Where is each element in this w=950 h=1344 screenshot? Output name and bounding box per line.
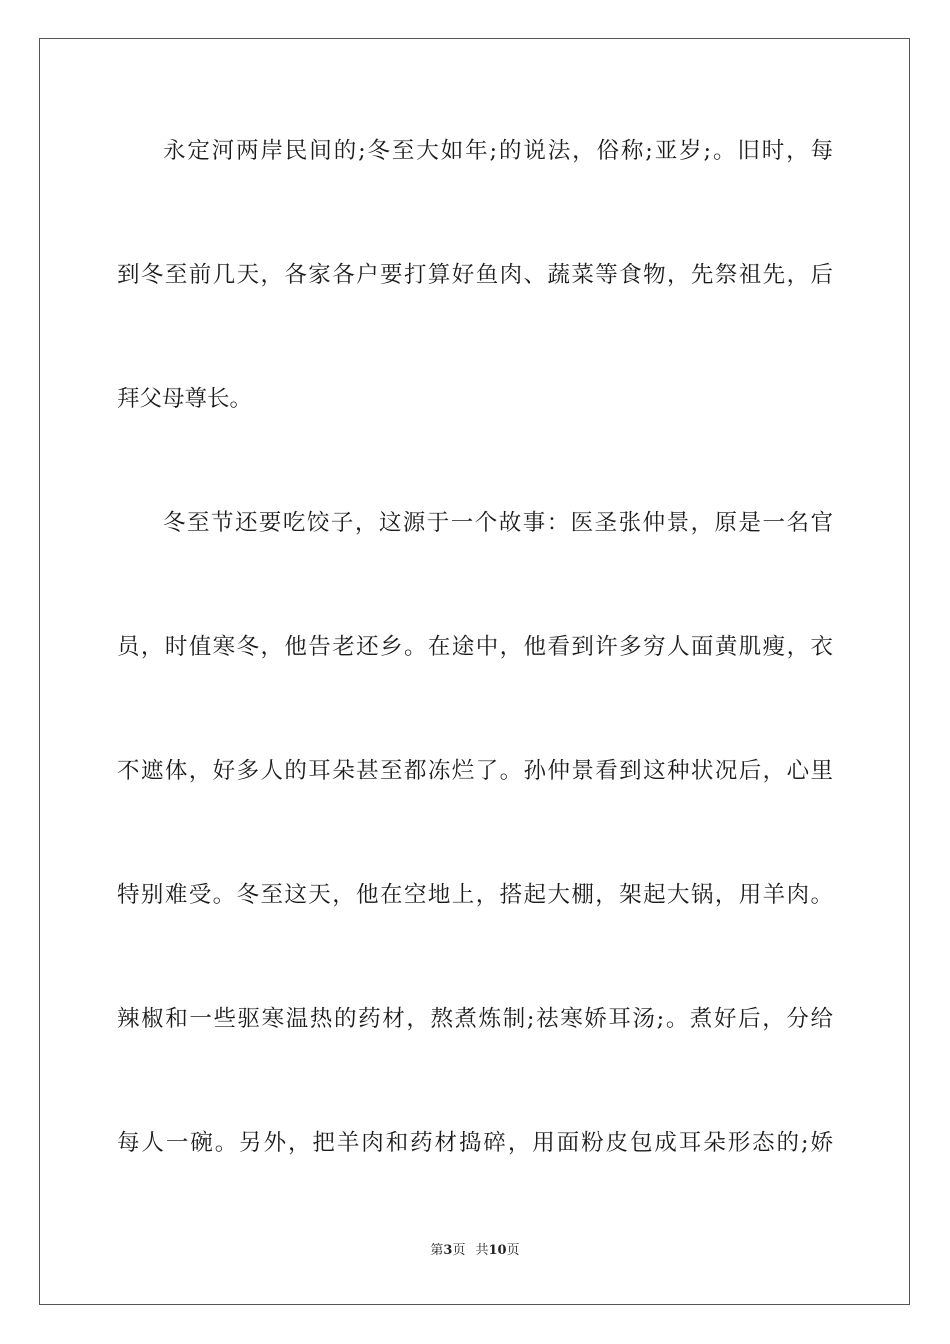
page-prefix: 第 [430,1243,444,1258]
text-line: 员，时值寒冬，他告老还乡。在途中，他看到许多穷人面黄肌瘦，衣 [117,634,833,660]
text-line: 特别难受。冬至这天，他在空地上，搭起大棚，架起大锅，用羊肉。 [117,882,833,908]
page-footer [0,1243,950,1259]
total-suffix: 页 [506,1243,520,1258]
total-prefix: 共 [475,1243,489,1258]
text-line: 到冬至前几天，各家各户要打算好鱼肉、蔬菜等食物，先祭祖先，后 [117,262,833,288]
page-border [39,38,910,1305]
text-line: 辣椒和一些驱寒温热的药材，熬煮炼制;祛寒娇耳汤;。煮好后，分给 [117,1006,833,1032]
text-line: 永定河两岸民间的;冬至大如年;的说法，俗称;亚岁;。旧时，每 [163,138,833,164]
page-suffix: 页 [452,1243,466,1258]
text-line: 不遮体，好多人的耳朵甚至都冻烂了。孙仲景看到这种状况后，心里 [117,758,833,784]
text-line: 冬至节还要吃饺子，这源于一个故事：医圣张仲景，原是一名官 [163,510,833,536]
total-pages: 10 [488,1243,507,1258]
text-line: 拜父母尊长。 [117,386,253,412]
text-line: 每人一碗。另外，把羊肉和药材捣碎，用面粉皮包成耳朵形态的;娇 [117,1130,833,1156]
page-number: 3 [443,1243,453,1258]
